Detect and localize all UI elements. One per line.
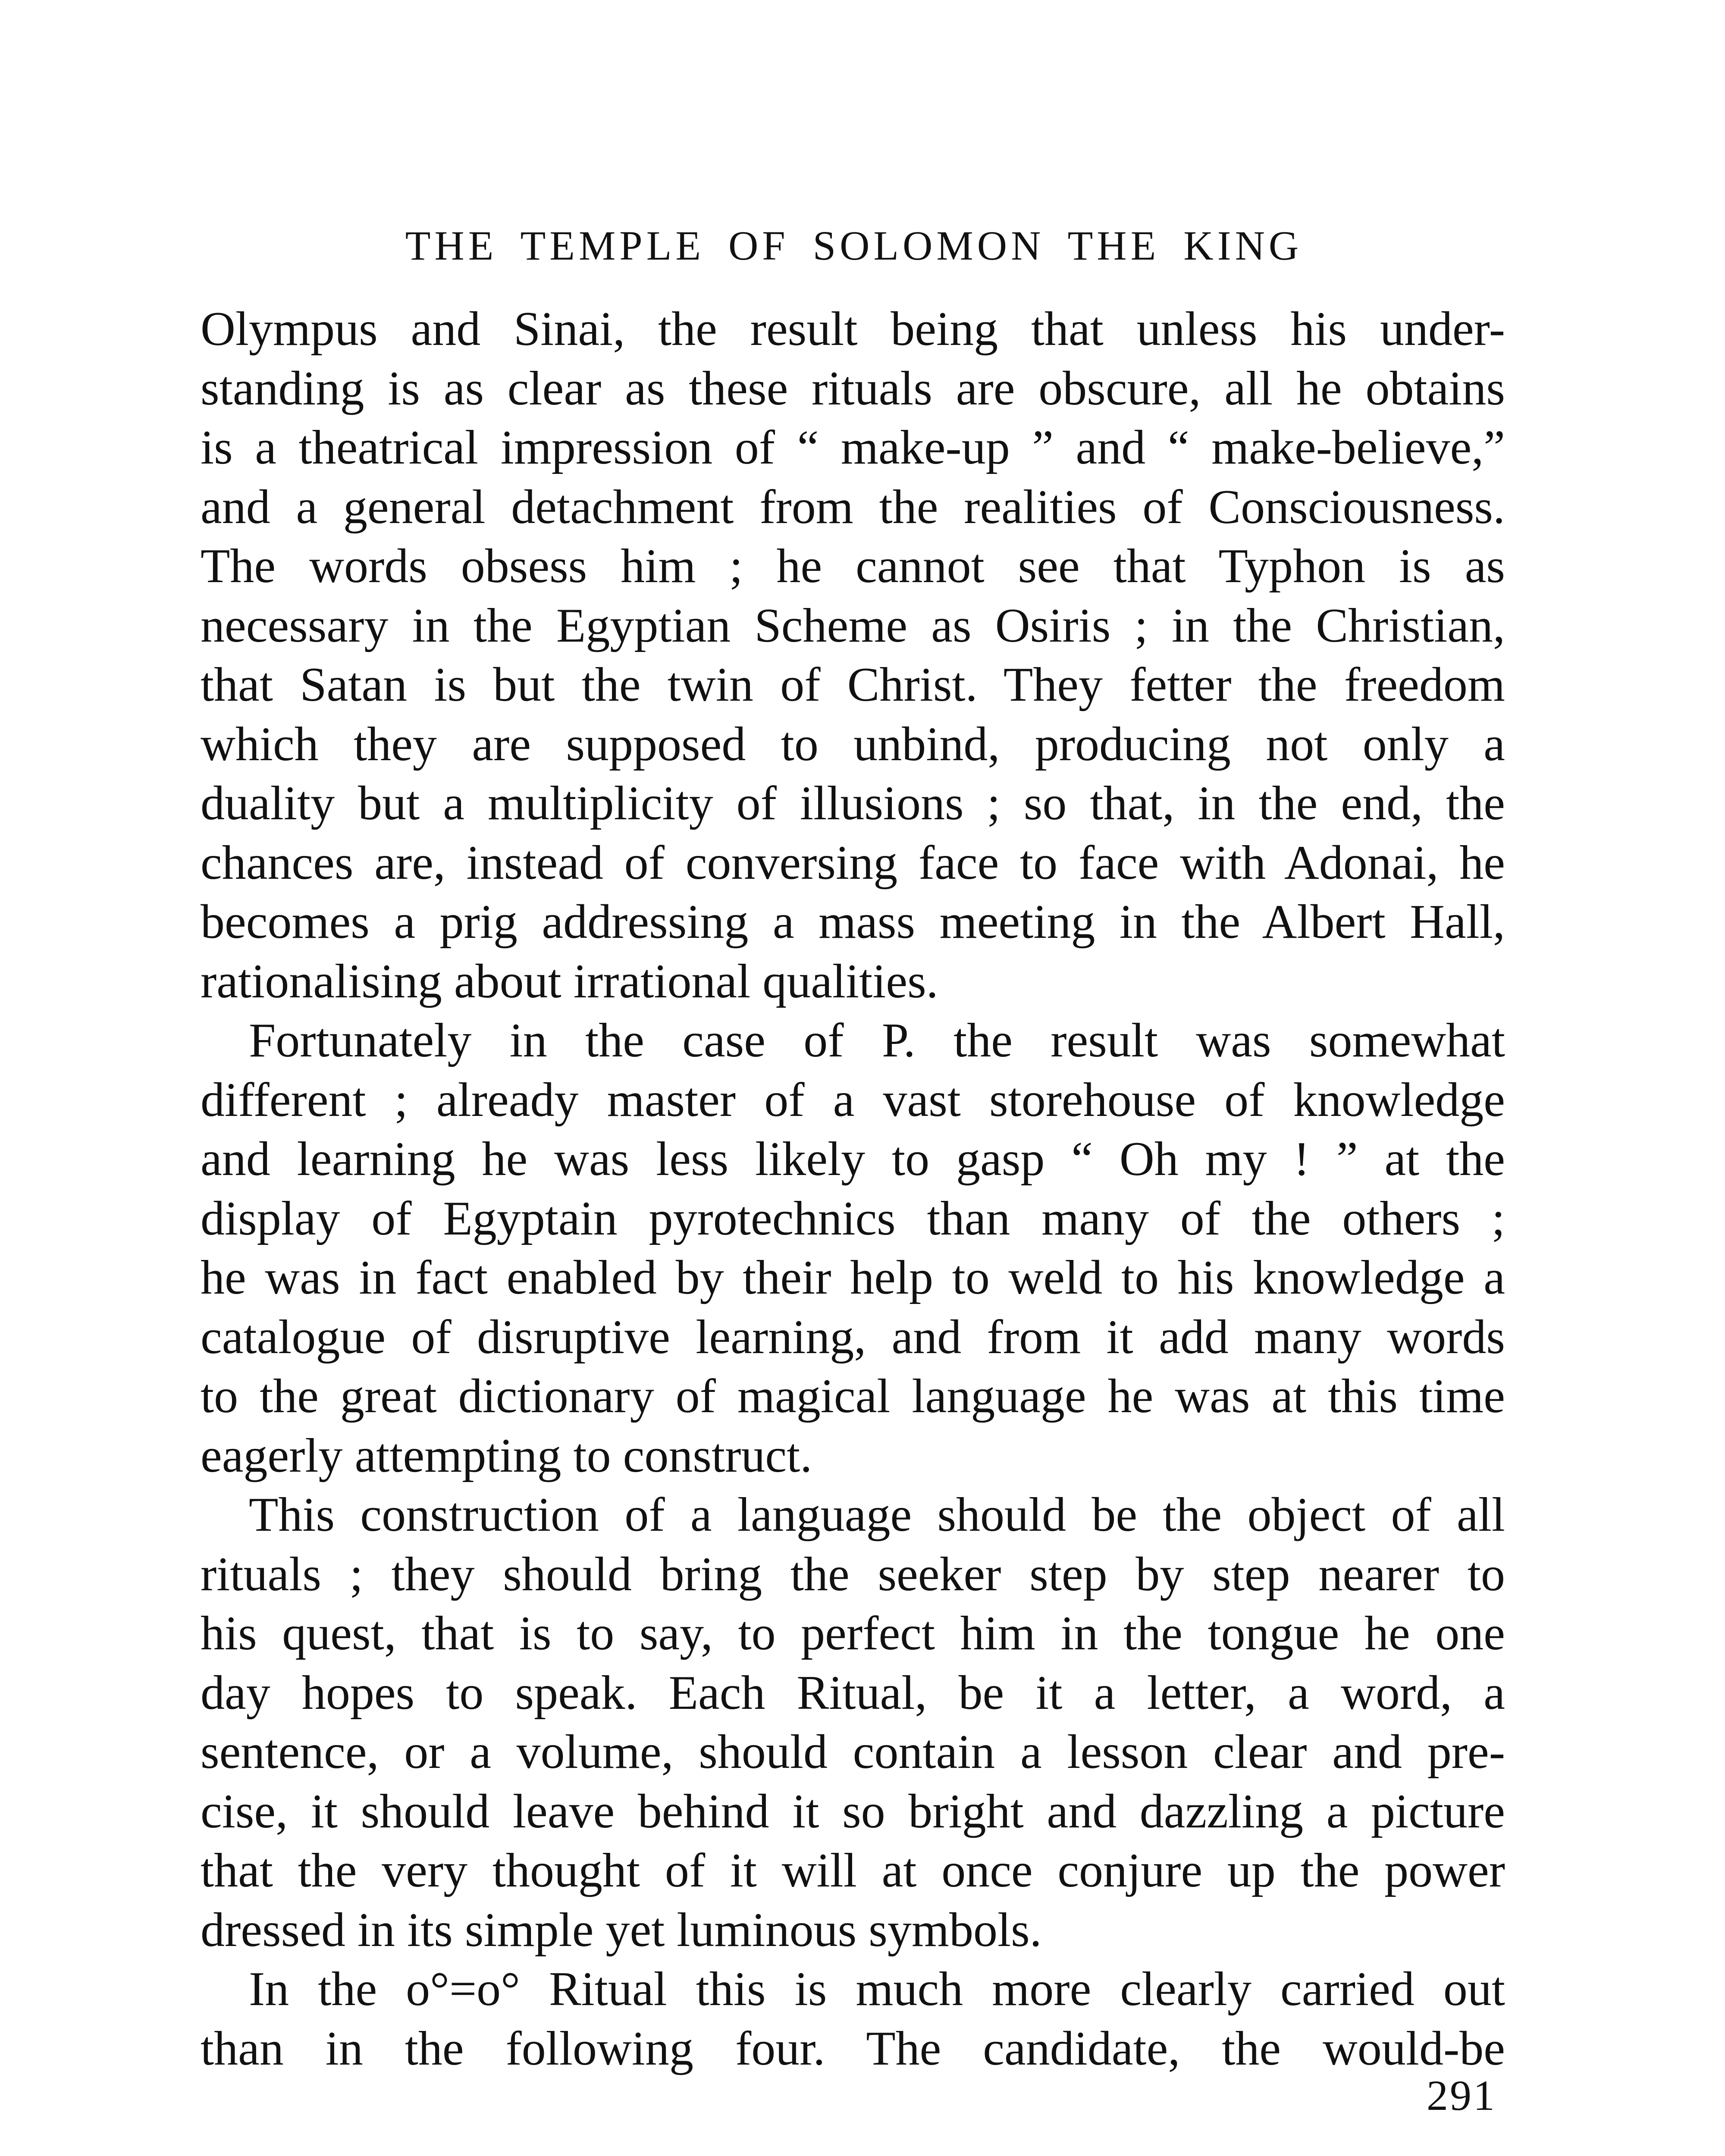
text-line: to the great dictionary of magical language he was at this time bbox=[201, 1369, 1505, 1423]
text-line: chances are, instead of conversing face to face with Adonai, he bbox=[201, 836, 1505, 890]
text-line: and learning he was less likely to gasp “ Oh my ! ” at the bbox=[201, 1132, 1505, 1186]
text-line: different ; already master of a vast storehouse of knowledge bbox=[201, 1073, 1505, 1127]
text-line: display of Egyptain pyrotechnics than many of the others ; bbox=[201, 1191, 1505, 1245]
text-line: dressed in its simple yet luminous symbols. bbox=[201, 1903, 1042, 1957]
text-line: day hopes to speak. Each Ritual, be it a letter, a word, a bbox=[201, 1666, 1505, 1720]
text-line: that Satan is but the twin of Christ. They fetter the freedom bbox=[201, 658, 1505, 711]
page-number: 291 bbox=[1427, 2071, 1496, 2119]
text-line: cise, it should leave behind it so bright and dazzling a picture bbox=[201, 1784, 1505, 1838]
text-line: and a general detachment from the realities of Consciousness. bbox=[201, 480, 1505, 534]
text-line: which they are supposed to unbind, producing not only a bbox=[201, 717, 1505, 771]
text-line: is a theatrical impression of “ make-up ” and “ make-believe,” bbox=[201, 421, 1505, 474]
text-line: In the o°=o° Ritual this is much more clearly carried out bbox=[249, 1962, 1505, 2016]
text-line: rituals ; they should bring the seeker step by step nearer to bbox=[201, 1547, 1505, 1601]
text-line: than in the following four. The candidate, the would-be bbox=[201, 2021, 1505, 2075]
text-line: rationalising about irrational qualities. bbox=[201, 954, 938, 1008]
text-line: his quest, that is to say, to perfect him in the tongue he one bbox=[201, 1607, 1505, 1660]
text-line: Fortunately in the case of P. the result was somewhat bbox=[249, 1014, 1505, 1067]
text-line: becomes a prig addressing a mass meeting in the Albert Hall, bbox=[201, 895, 1505, 949]
text-line: he was in fact enabled by their help to weld to his knowledge a bbox=[201, 1251, 1505, 1304]
running-head: THE TEMPLE OF SOLOMON THE KING bbox=[405, 222, 1303, 269]
text-line: catalogue of disruptive learning, and from it add many words bbox=[201, 1310, 1505, 1364]
text-line: The words obsess him ; he cannot see that Typhon is as bbox=[201, 539, 1505, 593]
text-line: that the very thought of it will at once conjure up the power bbox=[201, 1844, 1505, 1897]
text-line: standing is as clear as these rituals are obscure, all he obtains bbox=[201, 361, 1505, 415]
text-line: eagerly attempting to construct. bbox=[201, 1429, 812, 1482]
text-line: duality but a multiplicity of illusions ; so that, in the end, the bbox=[201, 777, 1505, 830]
body-text bbox=[201, 300, 1505, 2078]
text-line: necessary in the Egyptian Scheme as Osiris ; in the Christian, bbox=[201, 599, 1505, 652]
text-line: sentence, or a volume, should contain a lesson clear and pre- bbox=[201, 1725, 1505, 1779]
text-line: This construction of a language should be the object of all bbox=[249, 1488, 1505, 1542]
text-line: Olympus and Sinai, the result being that unless his under- bbox=[201, 302, 1505, 356]
